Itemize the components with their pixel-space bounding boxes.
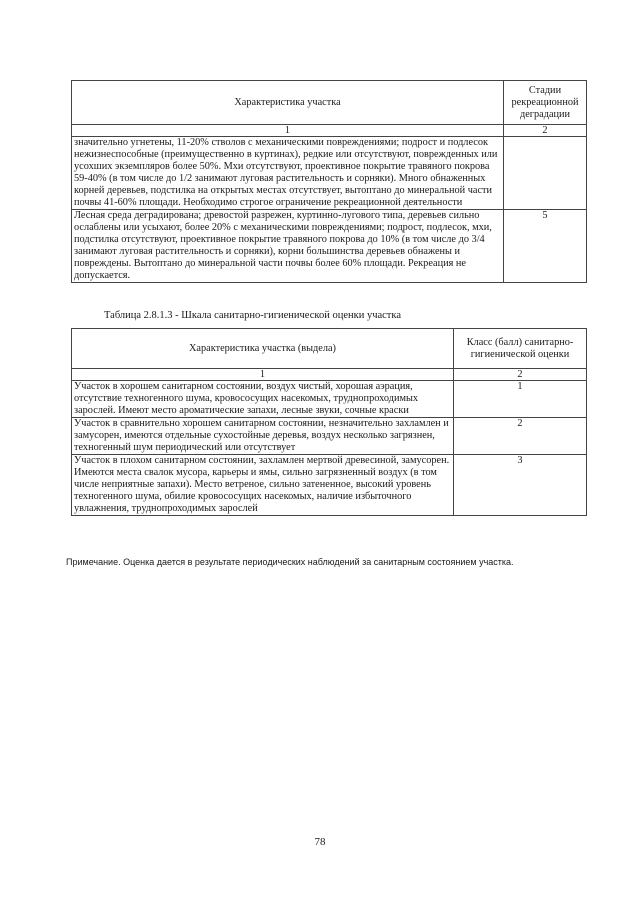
- header-class-score-text: Класс (балл) санитарно-гигиенической оценки: [466, 336, 574, 360]
- row-value: 2: [454, 418, 587, 455]
- row-characteristic: Участок в хорошем санитарном состоянии, воздух чистый, хорошая аэрация, отсутствие техногенного шума, кровососущих насекомых, труднопроходимых зарослей. Имеют место ароматические запахи, лесные звуки, сочные краски: [72, 381, 454, 418]
- column-number-row: [72, 125, 587, 137]
- row-characteristic: Лесная среда деградирована; древостой разрежен, куртинно-лугового типа, деревьев сильно ослаблены или усыхают, более 20% с механическими повреждениями; подрост, подлесок, мхи, подстилка отсутствуют, проективное покрытие травяного покрова до 10% (в том числе до 3/4 занимают луговая растительность и сорняки), корни большинства деревьев обнажены и повреждены. Вытоптано до минеральной части почвы более 60% площади. Рекреация не допускается.: [72, 210, 504, 283]
- recreational-degradation-table: [71, 80, 587, 283]
- table-row: [72, 210, 587, 283]
- row-value: [504, 137, 587, 210]
- table-header-row: [72, 329, 587, 369]
- column-number: 1: [72, 125, 504, 137]
- table-header-row: [72, 81, 587, 125]
- table-row: [72, 137, 587, 210]
- table-row: [72, 455, 587, 516]
- header-degradation-stage-text: Стадии рекреационной деградации: [511, 84, 579, 120]
- table-caption: Таблица 2.8.1.3 - Шкала санитарно-гигиенической оценки участка: [104, 310, 401, 321]
- page-number: 78: [314, 836, 326, 848]
- table-note: Примечание. Оценка дается в результате периодических наблюдений за санитарным состоянием участка.: [66, 557, 514, 567]
- column-number: 1: [72, 369, 454, 381]
- row-value: 5: [504, 210, 587, 283]
- column-number: 2: [504, 125, 587, 137]
- header-degradation-stage: [504, 81, 587, 125]
- column-number: 2: [454, 369, 587, 381]
- row-value: 1: [454, 381, 587, 418]
- table-row: [72, 381, 587, 418]
- header-class-score: [454, 329, 587, 369]
- row-characteristic: значительно угнетены, 11-20% стволов с механическими повреждениями; подрост и подлесок нежизнеспособные (преимущественно в куртинах), редкие или отсутствуют, поврежденных или усохших экземпляров более 50%. Мхи отсутствуют, проективное покрытие травяного покрова 59-40% (в том числе до 1/2 занимают луговая растительность и сорняки). Много обнаженных корней деревьев, подстилка на открытых местах отсутствует, вытоптано до минеральной части почвы 41-60% площади. Необходимо строгое ограничение рекреационной деятельности: [72, 137, 504, 210]
- sanitary-hygienic-table: [71, 328, 587, 516]
- column-number-row: [72, 369, 587, 381]
- row-characteristic: Участок в сравнительно хорошем санитарном состоянии, незначительно захламлен и замусорен, имеются отдельные сухостойные деревья, воздух несколько загрязнен, техногенный шум периодический или отсутствует: [72, 418, 454, 455]
- row-characteristic: Участок в плохом санитарном состоянии, захламлен мертвой древесиной, замусорен. Имеются места свалок мусора, карьеры и ямы, сильно загрязненный воздух (в том числе неприятные запахи). Место ветреное, сильно затененное, высокий уровень техногенного шума, обилие кровососущих насекомых, наличие избыточного увлажнения, труднопроходимых зарослей: [72, 455, 454, 516]
- row-value: 3: [454, 455, 587, 516]
- table-row: [72, 418, 587, 455]
- header-characteristic: Характеристика участка (выдела): [72, 329, 454, 369]
- header-characteristic: Характеристика участка: [72, 81, 504, 125]
